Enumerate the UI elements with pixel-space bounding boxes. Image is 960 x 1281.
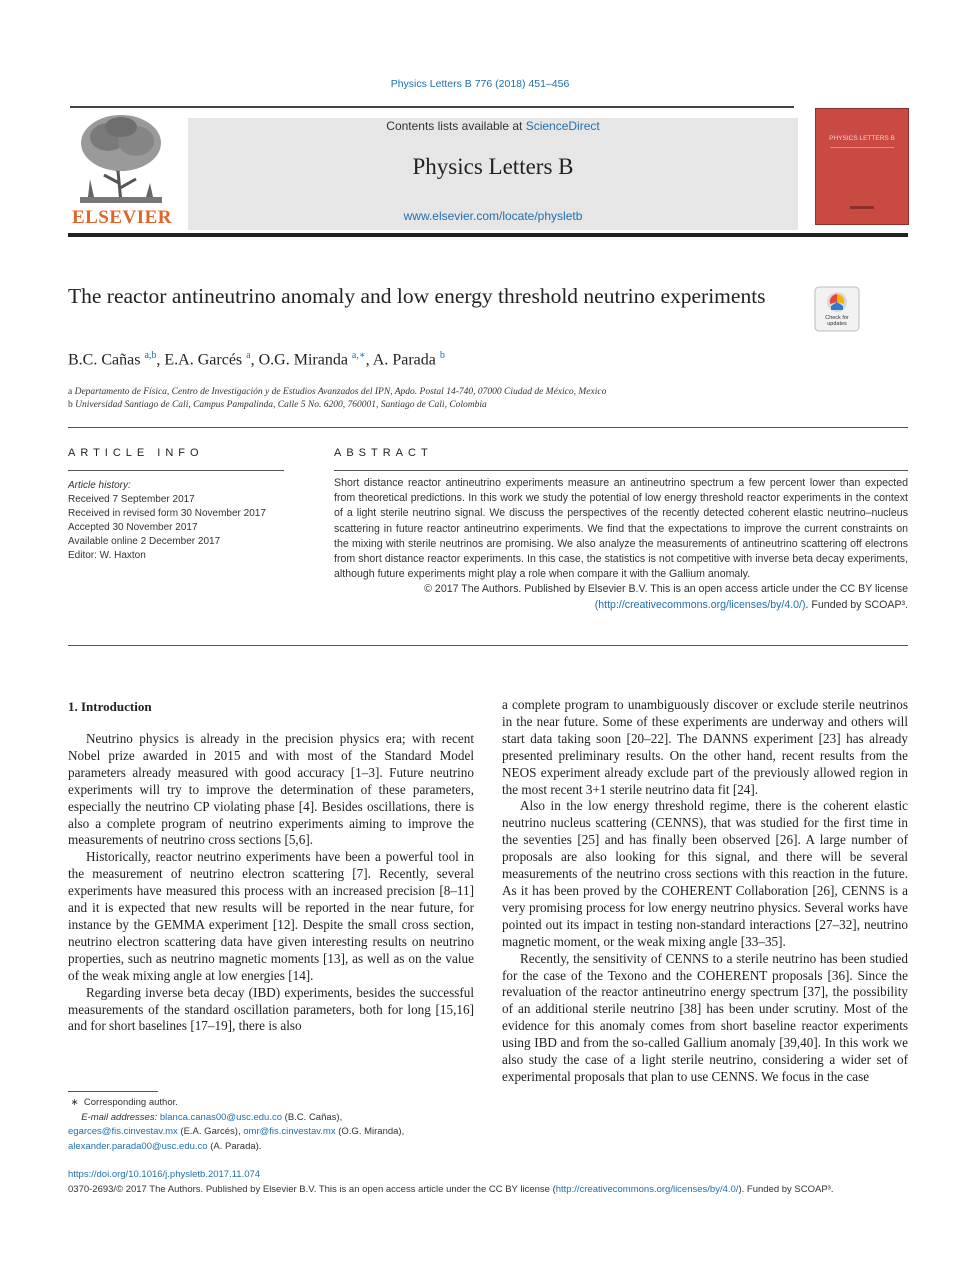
email-link[interactable]: alexander.parada00@usc.edu.co	[68, 1140, 208, 1152]
abstract-text: Short distance reactor antineutrino experiments measure an antineutrino spectrum a few percent lower than expected from theoretical predictions. In this work we study the potential of low energy threshold reactor experiments in the context of a light sterile neutrino signal. We discuss the perspectives of the recently detected coherent elastic neutrino–nucleus scattering in future reactor antineutrino experiments. We find that the expectations to improve the current constraints on the mixing with sterile neutrinos are promising. We also analyze the measurements of antineutrino scattering off electrons from short distance reactor experiments. In this case, the statistics is not competitive with inverse beta decay experiments, although future experiments might play a role when compare it with the Gallium anomaly.	[334, 477, 908, 581]
elsevier-tree-icon	[76, 113, 166, 205]
history-line: Received 7 September 2017	[68, 494, 195, 505]
contents-prefix: Contents lists available at	[386, 119, 526, 133]
corresponding-label: Corresponding author.	[83, 1097, 178, 1108]
page-footer	[68, 1168, 908, 1197]
history-line: Accepted 30 November 2017	[68, 522, 198, 533]
journal-citation[interactable]: Physics Letters B 776 (2018) 451–456	[390, 78, 570, 90]
license-url-link[interactable]: (http://creativecommons.org/licenses/by/4.0/)	[594, 598, 806, 611]
email-owner: (B.C. Cañas),	[282, 1111, 343, 1123]
journal-cover-thumbnail[interactable]	[815, 108, 909, 225]
author-affil-mark[interactable]: a	[246, 350, 251, 361]
email-line	[68, 1140, 488, 1155]
corresponding-note	[68, 1096, 488, 1111]
author-separator: ,	[365, 351, 373, 369]
sciencedirect-link[interactable]: ScienceDirect	[525, 119, 600, 133]
elsevier-logo[interactable]	[68, 113, 176, 231]
footnote-rule	[68, 1091, 158, 1092]
journal-title: Physics Letters B	[412, 154, 574, 179]
affiliation-b	[68, 400, 908, 410]
author-name[interactable]: B.C. Cañas	[68, 351, 141, 369]
email-owner: (O.G. Miranda),	[335, 1126, 405, 1137]
history-line: Received in revised form 30 November 2017	[68, 508, 266, 519]
affiliation-text: Departamento de Física, Centro de Investigación y de Estudios Avanzados del IPN, Apdo. Postal 14-740, 07000 Ciudad de México, Mexico	[74, 387, 607, 397]
author-name[interactable]: O.G. Miranda	[258, 351, 348, 369]
license-statement	[334, 582, 908, 612]
copyright-funding: ). Funded by SCOAP³.	[738, 1183, 834, 1195]
svg-text:Check for: Check for	[825, 315, 849, 321]
editor-line: Editor: W. Haxton	[68, 550, 146, 561]
article-history	[68, 479, 288, 563]
author-affil-mark[interactable]: a,b	[144, 350, 157, 361]
copyright-line	[68, 1183, 908, 1198]
email-link[interactable]: blanca.canas00@usc.edu.co	[159, 1111, 283, 1123]
affiliation-mark: b	[68, 400, 73, 410]
body-column-right	[502, 697, 908, 1086]
article-info-heading: ARTICLE INFO	[68, 447, 204, 459]
author-name[interactable]: E.A. Garcés	[164, 351, 243, 369]
email-line	[68, 1111, 488, 1126]
body-paragraph: Historically, reactor neutrino experiments have been a powerful tool in the measurement of neutrino electron scattering [7]. Recently, several experiments have measured this process with an increased precision [8–11] and it is expected that new results will be reported in the near future, for instance by the GEMMA experiment [12]. Despite the small cross section, neutrino electron scattering data have given interesting results on neutrino properties, such as neutrino magnetic moments [13], as well as on the value of the weak mixing angle at low energies [14].	[68, 849, 474, 983]
author-list	[68, 350, 868, 369]
article-info-rule	[68, 470, 284, 471]
author-name[interactable]: A. Parada	[372, 351, 436, 369]
license-funding: . Funded by SCOAP³.	[805, 598, 908, 611]
history-label: Article history:	[68, 480, 131, 491]
article-title: The reactor antineutrino anomaly and low energy threshold neutrino experiments	[68, 284, 766, 308]
header-thick-rule	[68, 233, 908, 237]
elsevier-wordmark: ELSEVIER	[71, 207, 173, 228]
email-link[interactable]: omr@fis.cinvestav.mx	[243, 1126, 336, 1137]
header-top-rule	[70, 106, 794, 108]
copyright-text: 0370-2693/© 2017 The Authors. Published by Elsevier B.V. This is an open access article under the CC BY license (	[68, 1183, 556, 1195]
author-separator: ,	[156, 351, 165, 369]
license-text: © 2017 The Authors. Published by Elsevier B.V. This is an open access article under the CC BY license	[424, 583, 908, 596]
affiliation-text: Universidad Santiago de Cali, Campus Pampalinda, Calle 5 No. 6200, 760001, Santiago de Cali, Colombia	[75, 400, 487, 410]
body-column-left	[68, 731, 474, 1035]
cover-title: PHYSICS LETTERS B	[829, 135, 895, 142]
affiliation-mark: a	[68, 387, 73, 397]
body-paragraph: Recently, the sensitivity of CENNS to a sterile neutrino has been studied for the case of the Texono and the COHERENT proposals [36]. Since the revaluation of the reactor antineutrino energy spectrum [37], the possibility of an additional sterile neutrino [38] has been under scrutiny. Most of the evidence for this anomaly comes from short baseline reactor experiments using IBD and from the so-called Gallium anomaly [39,40]. In this work we also study the case of a light sterile neutrino, considering a wider set of experimental proposals that plan to use CENNS. We focus in the case	[502, 950, 908, 1084]
email-line	[68, 1125, 488, 1140]
history-line: Available online 2 December 2017	[68, 536, 221, 547]
doi-link[interactable]: https://doi.org/10.1016/j.physletb.2017.11.074	[68, 1169, 261, 1180]
body-paragraph: a complete program to unambiguously discover or exclude sterile neutrinos in the near future. Some of these experiments are underway and others will start data taking soon [20–22]. The DANNS experiment [23] has already presented preliminary results. On the other hand, recent results from the NEOS experiment already exclude part of the previously allowed region in the most recent 3+1 sterile neutrino data fit [24].	[502, 697, 908, 797]
abstract-rule	[334, 470, 908, 471]
footer-license-link[interactable]: http://creativecommons.org/licenses/by/4.0/	[555, 1183, 739, 1195]
email-owner: (A. Parada).	[207, 1140, 262, 1152]
journal-url-link[interactable]: www.elsevier.com/locate/physletb	[403, 209, 583, 223]
cover-divider	[830, 147, 894, 148]
check-for-updates-icon	[814, 286, 860, 332]
cover-mark	[850, 206, 874, 209]
body-paragraph: Neutrino physics is already in the precision physics era; with recent Nobel prize awarded in 2015 and with most of the Standard Model parameters already measured with good accuracy [1–3]. Future neutrino experiments will try to improve the determination of these parameters, especially the neutrino CP violating phase [4]. Besides oscillations, there is also a complete program of neutrino experiments aiming to improve the measurements of neutrino cross sections [5,6].	[68, 731, 474, 848]
email-label: E-mail addresses:	[81, 1111, 158, 1123]
body-paragraph: Regarding inverse beta decay (IBD) experiments, besides the successful measurements of the standard oscillation parameters, both for long [15,16] and for short baselines [17–19], there is also	[68, 984, 474, 1034]
abstract-body	[334, 476, 908, 613]
body-paragraph: Also in the low energy threshold regime, there is the coherent elastic neutrino nucleus scattering (CENNS), that was studied for the first time in the seventies [25] and has finally been observed [26]. A large number of proposals are also looking for this signal, and there will be several measurements of the neutrino cross sections with this reaction in the future. As it has been proved by the COHERENT Collaboration [26], CENNS is a very promising process for low energy neutrino physics. Several works have pointed out its impact in testing non-standard interactions [27–32], neutrino magnetic moment, or the weak mixing angle [33–35].	[502, 798, 908, 949]
check-for-updates-badge[interactable]	[814, 286, 860, 332]
svg-text:updates: updates	[827, 321, 847, 327]
email-owner: (E.A. Garcés),	[177, 1126, 244, 1137]
section-divider	[68, 645, 908, 646]
section-heading: 1. Introduction	[68, 699, 152, 714]
section-divider	[68, 427, 908, 428]
abstract-heading: ABSTRACT	[334, 447, 433, 459]
author-affil-mark[interactable]: a,∗	[351, 350, 366, 361]
affiliation-a	[68, 387, 908, 397]
author-affil-mark[interactable]: b	[439, 350, 445, 361]
contents-line	[188, 119, 798, 133]
footnote-star: ∗	[70, 1097, 79, 1108]
footnote	[68, 1096, 488, 1154]
author-separator: ,	[250, 351, 259, 369]
email-link[interactable]: egarces@fis.cinvestav.mx	[68, 1126, 178, 1137]
